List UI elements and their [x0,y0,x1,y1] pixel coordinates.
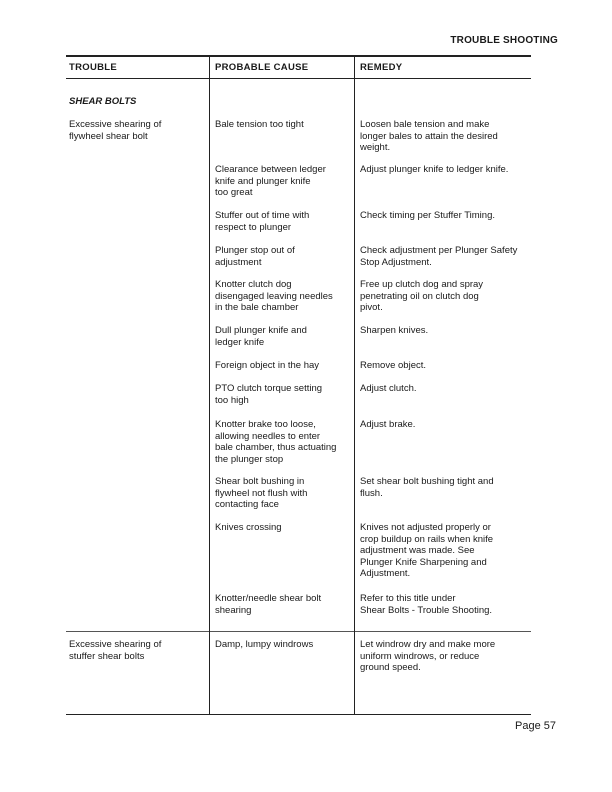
cause-cell: Knotter brake too loose, allowing needles to enter bale chamber, thus actuating the plunger stop [215,419,337,465]
remedy-cell: Adjust clutch. [360,383,417,394]
remedy-cell: Refer to this title under Shear Bolts - Trouble Shooting. [360,593,493,616]
remedy-cell: Loosen bale tension and make longer bales to attain the desired weight. [360,119,498,153]
column-header-remedy: REMEDY [360,62,403,73]
cause-cell: PTO clutch torque setting too high [215,383,323,406]
column-divider-2 [354,55,355,715]
remedy-cell: Remove object. [360,360,427,371]
remedy-cell: Check timing per Stuffer Timing. [360,210,495,221]
cause-cell: Damp, lumpy windrows [215,639,314,650]
remedy-cell: Set shear bolt bushing tight and flush. [360,476,494,499]
cause-cell: Knotter/needle shear bolt shearing [215,593,322,616]
cause-cell: Stuffer out of time with respect to plunger [215,210,310,233]
table-header-rule [66,78,531,79]
remedy-cell: Let windrow dry and make more uniform windrows, or reduce ground speed. [360,639,496,673]
group-divider-rule [66,631,531,632]
remedy-cell: Knives not adjusted properly or crop buildup on rails when knife adjustment was made. See Plunger Knife Sharpening and Adjustment. [360,522,494,579]
column-header-probable-cause: PROBABLE CAUSE [215,62,309,73]
cause-cell: Shear bolt bushing in flywheel not flush with contacting face [215,476,308,510]
cause-cell: Bale tension too tight [215,119,304,130]
page-header-title: TROUBLE SHOOTING [450,35,558,46]
table-top-rule [66,55,531,57]
section-title: SHEAR BOLTS [69,96,137,107]
trouble-cell: Excessive shearing of stuffer shear bolts [69,639,162,662]
troubleshooting-table [66,55,531,715]
cause-cell: Dull plunger knife and ledger knife [215,325,307,348]
cause-cell: Foreign object in the hay [215,360,320,371]
column-divider-1 [209,55,210,715]
cause-cell: Knotter clutch dog disengaged leaving needles in the bale chamber [215,279,333,313]
cause-cell: Knives crossing [215,522,282,533]
page-number: Page 57 [515,720,556,732]
cause-cell: Plunger stop out of adjustment [215,245,295,268]
remedy-cell: Check adjustment per Plunger Safety Stop Adjustment. [360,245,518,268]
cause-cell: Clearance between ledger knife and plunger knife too great [215,164,326,198]
trouble-cell: Excessive shearing of flywheel shear bolt [69,119,162,142]
remedy-cell: Free up clutch dog and spray penetrating oil on clutch dog pivot. [360,279,484,313]
remedy-cell: Adjust brake. [360,419,416,430]
column-header-trouble: TROUBLE [69,62,118,73]
table-bottom-rule [66,714,531,715]
remedy-cell: Sharpen knives. [360,325,429,336]
remedy-cell: Adjust plunger knife to ledger knife. [360,164,509,175]
